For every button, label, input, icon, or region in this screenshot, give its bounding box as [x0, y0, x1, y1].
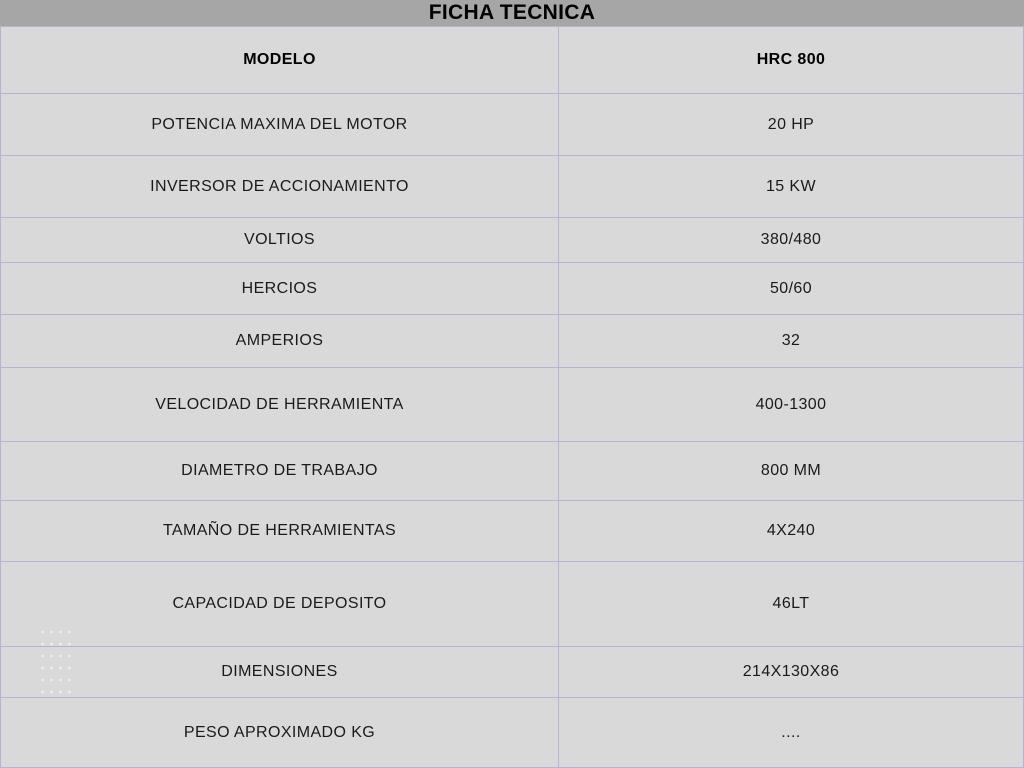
row-label: POTENCIA MAXIMA DEL MOTOR: [0, 94, 559, 156]
row-label: DIAMETRO DE TRABAJO: [0, 442, 559, 501]
row-value: 214X130X86: [559, 647, 1024, 698]
page-title: FICHA TECNICA: [0, 0, 1024, 26]
row-label: HERCIOS: [0, 263, 559, 315]
row-label: PESO APROXIMADO KG: [0, 698, 559, 768]
spec-table: [0, 26, 1024, 768]
row-value: 15 KW: [559, 156, 1024, 218]
row-label: INVERSOR DE ACCIONAMIENTO: [0, 156, 559, 218]
row-label: VOLTIOS: [0, 218, 559, 263]
row-value: 800 MM: [559, 442, 1024, 501]
row-value: 380/480: [559, 218, 1024, 263]
row-label: AMPERIOS: [0, 315, 559, 368]
row-label: TAMAÑO DE HERRAMIENTAS: [0, 501, 559, 562]
row-value: 50/60: [559, 263, 1024, 315]
row-label: VELOCIDAD DE HERRAMIENTA: [0, 368, 559, 442]
row-value: 4X240: [559, 501, 1024, 562]
row-value: 400-1300: [559, 368, 1024, 442]
row-value: 20 HP: [559, 94, 1024, 156]
row-value: 46LT: [559, 562, 1024, 647]
header-label: MODELO: [0, 26, 559, 94]
row-label: DIMENSIONES: [0, 647, 559, 698]
row-value: 32: [559, 315, 1024, 368]
row-label: CAPACIDAD DE DEPOSITO: [0, 562, 559, 647]
header-value: HRC 800: [559, 26, 1024, 94]
row-value: ....: [559, 698, 1024, 768]
